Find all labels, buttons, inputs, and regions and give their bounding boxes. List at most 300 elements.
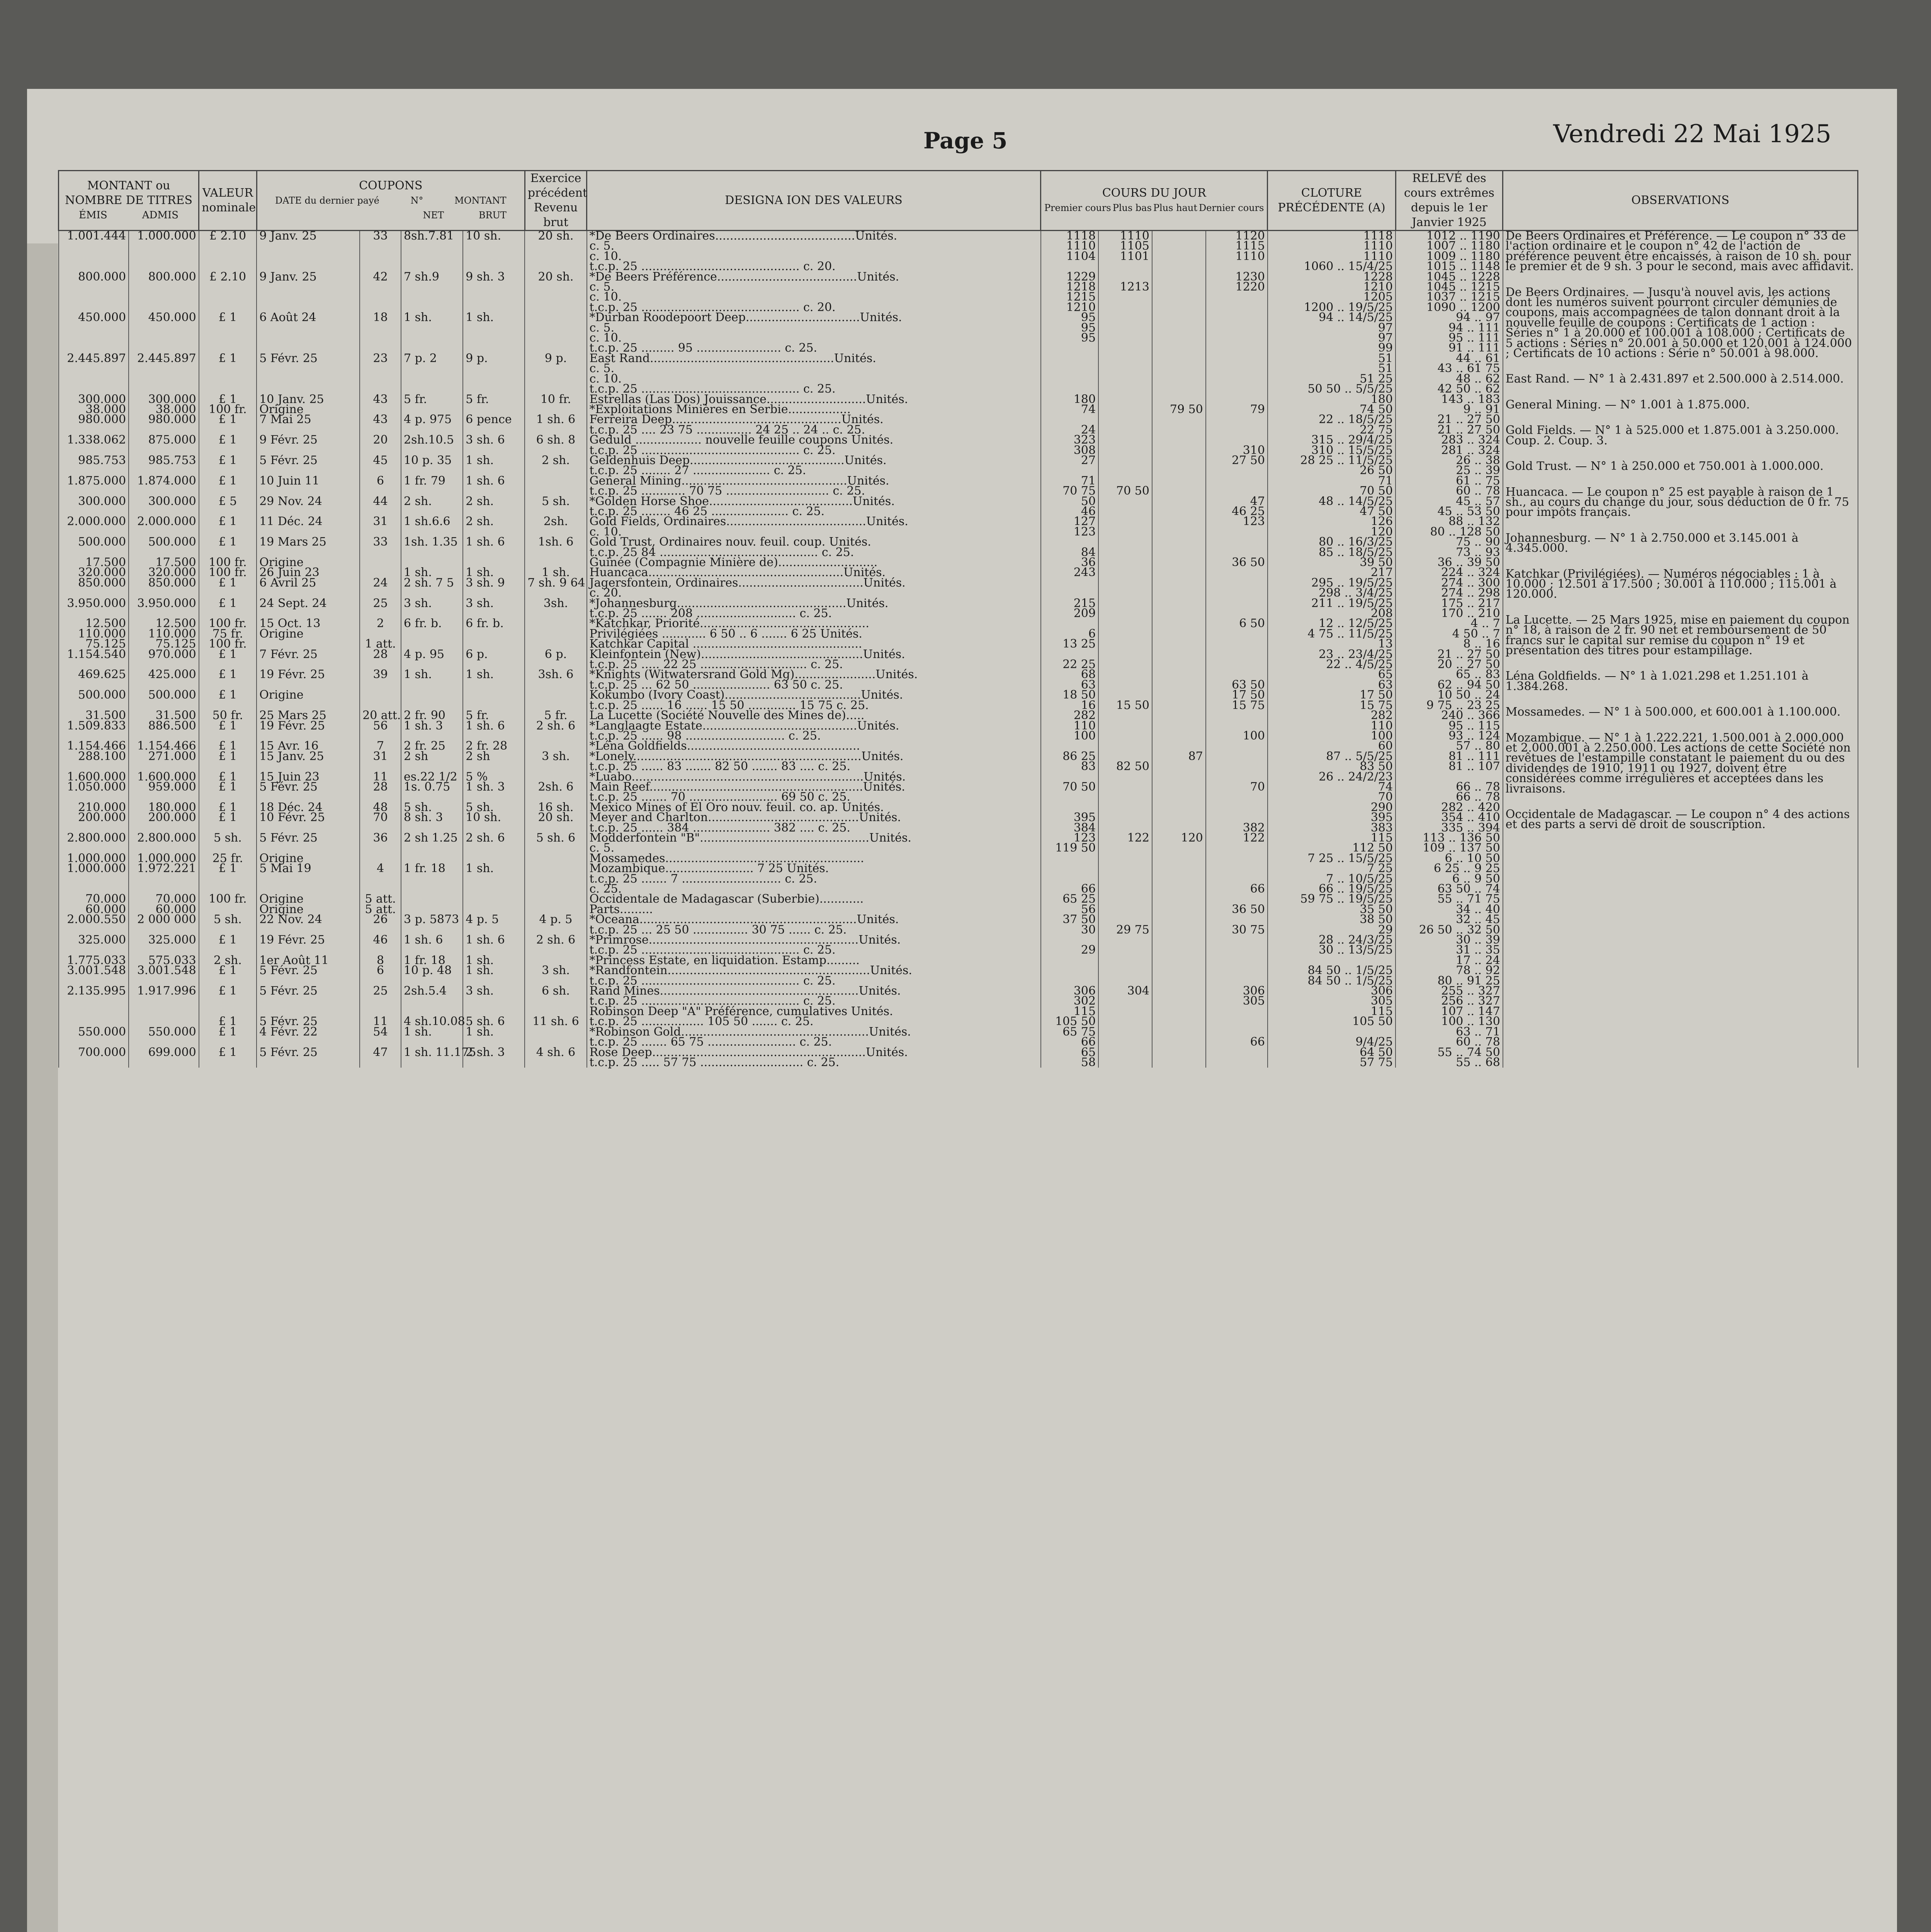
- cell-no: 7: [360, 741, 401, 751]
- cell-p1: 1210: [1041, 303, 1099, 313]
- cell-cl: 38 50: [1268, 915, 1396, 925]
- cell-no: 43: [360, 415, 401, 425]
- cell-desig: East Rand..................................................Unités.: [587, 354, 1041, 364]
- cell-rev: [525, 945, 586, 955]
- cell-emis: 500.000: [59, 537, 129, 547]
- cell-desig: t.c.p. 25 ....... 70 ........................ 69 50 c. 25.: [587, 792, 1041, 802]
- cell-rel: 48 .. 62: [1396, 374, 1503, 384]
- cell-rev: 16 sh.: [525, 803, 586, 813]
- cell-rel: 75 .. 90: [1396, 537, 1503, 547]
- observations-column: [1503, 231, 1858, 1068]
- cell-pb: [1098, 558, 1152, 568]
- cell-brut: [463, 548, 525, 558]
- cell-pd: [1206, 1007, 1268, 1017]
- cell-brut: 1 sh.: [463, 568, 525, 578]
- cell-admis: 325.000: [129, 935, 199, 945]
- cell-pb: [1098, 905, 1152, 915]
- cell-cl: 290: [1268, 803, 1396, 813]
- cell-pd: 305: [1206, 996, 1268, 1006]
- cell-rel: 9 .. 91: [1396, 405, 1503, 415]
- cell-cl: 66 .. 19/5/25: [1268, 884, 1396, 894]
- cell-rel: 224 .. 324: [1396, 568, 1503, 578]
- cell-rev: 2 sh. 6: [525, 935, 586, 945]
- cell-date: [257, 374, 360, 384]
- cell-rev: [525, 731, 586, 741]
- cell-pb: 70 50: [1098, 486, 1152, 496]
- cell-valeur: 50 fr.: [199, 711, 257, 721]
- cell-desig: Geduld .................. nouvelle feuille coupons Unités.: [587, 435, 1041, 445]
- cell-emis: 38.000: [59, 405, 129, 415]
- cell-no: [360, 874, 401, 884]
- cell-pb: [1098, 874, 1152, 884]
- cell-admis: 180.000: [129, 803, 199, 813]
- cell-rel: 256 .. 327: [1396, 996, 1503, 1006]
- cell-net: [401, 548, 463, 558]
- cell-net: 2sh.5.4: [401, 986, 463, 996]
- cell-rev: [525, 894, 586, 904]
- cell-cl: 65: [1268, 670, 1396, 680]
- cell-cl: 70: [1268, 792, 1396, 802]
- cell-cl: 30 .. 13/5/25: [1268, 945, 1396, 955]
- cell-admis: 1.600.000: [129, 772, 199, 782]
- cell-rel: 4 50 .. 7: [1396, 629, 1503, 639]
- cell-desig: *Langlaagte Estate..........................................Unités.: [587, 721, 1041, 731]
- cell-net: [401, 884, 463, 894]
- cell-emis: 2.445.897: [59, 354, 129, 364]
- cell-ph: [1152, 486, 1206, 496]
- cell-p1: 56: [1041, 905, 1099, 915]
- cell-brut: 4 p. 5: [463, 915, 525, 925]
- cell-valeur: [199, 874, 257, 884]
- cell-net: 10 p. 48: [401, 966, 463, 976]
- cell-rel: 45 .. 57: [1396, 497, 1503, 507]
- cell-pd: 1115: [1206, 241, 1268, 251]
- cell-brut: 1 sh. 3: [463, 782, 525, 792]
- cell-valeur: £ 1: [199, 313, 257, 323]
- cell-no: 11: [360, 1017, 401, 1027]
- cell-cl: 85 .. 18/5/25: [1268, 548, 1396, 558]
- cell-no: 20: [360, 435, 401, 445]
- cell-no: [360, 364, 401, 374]
- cell-admis: [129, 1058, 199, 1068]
- cell-admis: 970.000: [129, 650, 199, 660]
- cell-valeur: £ 1: [199, 1027, 257, 1037]
- observation-note: Gold Trust. — N° 1 à 250.000 et 750.001 à 1.000.000.: [1505, 459, 1824, 473]
- cell-rev: [525, 466, 586, 476]
- cell-p1: 119 50: [1041, 843, 1099, 853]
- cell-no: 31: [360, 752, 401, 762]
- cell-emis: [59, 874, 129, 884]
- cell-pb: [1098, 650, 1152, 660]
- cell-net: [401, 241, 463, 251]
- cell-valeur: £ 1: [199, 966, 257, 976]
- cell-date: 6 Août 24: [257, 313, 360, 323]
- cell-valeur: £ 1: [199, 986, 257, 996]
- header-designation: DESIGNA ION DES VALEURS: [587, 171, 1041, 231]
- cell-pd: [1206, 639, 1268, 649]
- cell-ph: [1152, 609, 1206, 619]
- cell-desig: t.c.p. 25 ......... 95 ....................... c. 25.: [587, 343, 1041, 353]
- cell-net: 7 p. 2: [401, 354, 463, 364]
- cell-ph: [1152, 772, 1206, 782]
- cell-net: 2 sh.: [401, 497, 463, 507]
- cell-p1: 1218: [1041, 282, 1099, 292]
- cell-rev: 20 sh.: [525, 231, 586, 242]
- cell-rev: [525, 874, 586, 884]
- cell-pd: [1206, 527, 1268, 537]
- cell-rev: 20 sh.: [525, 813, 586, 823]
- cell-admis: 2.800.000: [129, 833, 199, 843]
- cell-date: 5 Févr. 25: [257, 456, 360, 466]
- cell-date: Origine: [257, 629, 360, 639]
- cell-p1: 105 50: [1041, 1017, 1099, 1027]
- cell-rel: 63 .. 71: [1396, 1027, 1503, 1037]
- cell-net: 3 p. 5873: [401, 915, 463, 925]
- cell-p1: [1041, 578, 1099, 588]
- cell-cl: 115: [1268, 833, 1396, 843]
- cell-date: 18 Déc. 24: [257, 803, 360, 813]
- cell-desig: *Luabo...............................................................Unités.: [587, 772, 1041, 782]
- cell-ph: [1152, 1048, 1206, 1058]
- cell-rev: [525, 476, 586, 486]
- cell-p1: 65 75: [1041, 1027, 1099, 1037]
- cell-desig: *Oceana...........................................................Unités.: [587, 915, 1041, 925]
- cell-pd: [1206, 364, 1268, 374]
- cell-ph: [1152, 843, 1206, 853]
- cell-pb: [1098, 772, 1152, 782]
- cell-net: 4 sh.10.08: [401, 1017, 463, 1027]
- cell-net: 1 sh.6.6: [401, 517, 463, 527]
- cell-pd: 1120: [1206, 231, 1268, 242]
- cell-rel: 95 .. 115: [1396, 721, 1503, 731]
- cell-pd: [1206, 945, 1268, 955]
- cell-admis: 300.000: [129, 497, 199, 507]
- cell-rel: 95 .. 111: [1396, 333, 1503, 343]
- cell-date: Origine: [257, 690, 360, 700]
- cell-no: [360, 843, 401, 853]
- cell-rel: 66 .. 78: [1396, 792, 1503, 802]
- cell-desig: Robinson Deep "A" Préférence, cumulatives Unités.: [587, 1007, 1041, 1017]
- cell-pb: [1098, 629, 1152, 639]
- cell-admis: 500.000: [129, 537, 199, 547]
- cell-ph: [1152, 435, 1206, 445]
- cell-rel: 107 .. 147: [1396, 1007, 1503, 1017]
- cell-desig: c. 10.: [587, 292, 1041, 302]
- cell-date: 10 Févr. 25: [257, 813, 360, 823]
- cell-desig: t.c.p. 25 ........................................... c. 20.: [587, 262, 1041, 272]
- cell-no: 1 att.: [360, 639, 401, 649]
- cell-valeur: £ 1: [199, 415, 257, 425]
- cell-desig: c. 10.: [587, 374, 1041, 384]
- cell-rev: 3sh.: [525, 599, 586, 609]
- cell-rel: 1015 .. 1148: [1396, 262, 1503, 272]
- cell-ph: [1152, 548, 1206, 558]
- cell-admis: 1.917.996: [129, 986, 199, 996]
- cell-ph: [1152, 262, 1206, 272]
- cell-pd: 1110: [1206, 252, 1268, 262]
- cell-pb: [1098, 731, 1152, 741]
- cell-pd: [1206, 792, 1268, 802]
- cell-rel: 81 .. 107: [1396, 762, 1503, 772]
- cell-p1: 84: [1041, 548, 1099, 558]
- observation-note: East Rand. — N° 1 à 2.431.897 et 2.500.000 à 2.514.000.: [1505, 372, 1844, 386]
- cell-cl: 26 50: [1268, 466, 1396, 476]
- cell-valeur: 5 sh.: [199, 833, 257, 843]
- cell-cl: 12 .. 12/5/25: [1268, 619, 1396, 629]
- cell-emis: [59, 1007, 129, 1017]
- cell-rev: 1 sh.: [525, 568, 586, 578]
- cell-pb: [1098, 415, 1152, 425]
- cell-cl: 126: [1268, 517, 1396, 527]
- cell-desig: t.c.p. 25 ...... 98 ........................... c. 25.: [587, 731, 1041, 741]
- cell-ph: [1152, 568, 1206, 578]
- cell-date: [257, 282, 360, 292]
- cell-no: 26: [360, 915, 401, 925]
- cell-cl: 120: [1268, 527, 1396, 537]
- cell-ph: [1152, 792, 1206, 802]
- cell-pd: [1206, 384, 1268, 394]
- cell-ph: [1152, 292, 1206, 302]
- table-body: [59, 231, 1858, 1068]
- cell-net: 1 sh.: [401, 313, 463, 323]
- cell-net: 1 sh. 11.175: [401, 1048, 463, 1058]
- cell-cl: 26 .. 24/2/23: [1268, 772, 1396, 782]
- cell-rev: 6 sh.: [525, 986, 586, 996]
- cell-pb: [1098, 945, 1152, 955]
- cell-cl: 310 .. 15/5/25: [1268, 446, 1396, 456]
- cell-brut: 3 sh. 9: [463, 578, 525, 588]
- cell-desig: *Katchkar, Priorité..............................................: [587, 619, 1041, 629]
- cell-cl: 64 50: [1268, 1048, 1396, 1058]
- cell-pb: [1098, 262, 1152, 272]
- cell-p1: 100: [1041, 731, 1099, 741]
- cell-pb: [1098, 374, 1152, 384]
- cell-cl: 50 50 .. 5/5/25: [1268, 384, 1396, 394]
- header-cloture: CLOTURE PRÉCÉDENTE (A): [1268, 171, 1396, 231]
- cell-desig: t.c.p. 25 ...... 83 ....... 82 50 ....... 83 .... c. 25.: [587, 762, 1041, 772]
- cell-cl: 51: [1268, 354, 1396, 364]
- cell-date: [257, 292, 360, 302]
- cell-pd: [1206, 935, 1268, 945]
- cell-admis: 3.950.000: [129, 599, 199, 609]
- cell-pd: 36 50: [1206, 558, 1268, 568]
- cell-cl: 217: [1268, 568, 1396, 578]
- cell-pb: [1098, 1048, 1152, 1058]
- cell-rel: 255 .. 327: [1396, 986, 1503, 996]
- cell-ph: [1152, 690, 1206, 700]
- cell-desig: c. 5.: [587, 323, 1041, 333]
- cell-cl: 28 .. 24/3/25: [1268, 935, 1396, 945]
- cell-net: 1 sh.: [401, 1027, 463, 1037]
- cell-no: 8: [360, 956, 401, 966]
- cell-desig: t.c.p. 25 ........ 27 ..................... c. 25.: [587, 466, 1041, 476]
- cell-net: 2sh.10.5: [401, 435, 463, 445]
- cell-rel: 1012 .. 1190: [1396, 231, 1503, 242]
- cell-no: [360, 558, 401, 568]
- cell-pb: [1098, 303, 1152, 313]
- cell-emis: 3.950.000: [59, 599, 129, 609]
- header-releve: RELEVÉ des cours extrêmes depuis le 1er Janvier 1925: [1396, 171, 1503, 231]
- cell-ph: [1152, 1058, 1206, 1068]
- cell-rev: [525, 629, 586, 639]
- cell-pb: [1098, 782, 1152, 792]
- cell-rel: 100 .. 130: [1396, 1017, 1503, 1027]
- cell-desig: t.c.p. 25 ....... 7 ........................... c. 25.: [587, 874, 1041, 884]
- cell-brut: 1 sh.: [463, 864, 525, 874]
- cell-no: [360, 323, 401, 333]
- cell-desig: t.c.p. 25 ........................................... c. 25.: [587, 945, 1041, 955]
- cell-pd: 382: [1206, 823, 1268, 833]
- cell-cl: 1118: [1268, 231, 1396, 242]
- cell-cl: 1200 .. 19/5/25: [1268, 303, 1396, 313]
- cell-pd: 1230: [1206, 272, 1268, 282]
- cell-pb: [1098, 721, 1152, 731]
- cell-rel: 60 .. 78: [1396, 486, 1503, 496]
- cell-rel: 73 .. 93: [1396, 548, 1503, 558]
- cell-desig: *Léna Goldfields...............................................: [587, 741, 1041, 751]
- cell-cl: 22 .. 4/5/25: [1268, 660, 1396, 670]
- cell-emis: 1.875.000: [59, 476, 129, 486]
- cell-pd: 63 50: [1206, 680, 1268, 690]
- cell-valeur: 2 sh.: [199, 956, 257, 966]
- cell-rel: 31 .. 35: [1396, 945, 1503, 955]
- issue-date: Vendredi 22 Mai 1925: [1553, 120, 1831, 148]
- cell-valeur: £ 1: [199, 935, 257, 945]
- cell-rel: 36 .. 39 50: [1396, 558, 1503, 568]
- cell-emis: 300.000: [59, 395, 129, 405]
- cell-ph: [1152, 497, 1206, 507]
- cell-net: 3 sh.: [401, 599, 463, 609]
- cell-net: 2 fr. 90: [401, 711, 463, 721]
- cell-rev: [525, 374, 586, 384]
- cell-net: [401, 1058, 463, 1068]
- cell-emis: 1.338.062: [59, 435, 129, 445]
- cell-ph: [1152, 721, 1206, 731]
- cell-emis: 469.625: [59, 670, 129, 680]
- cell-date: 5 Févr. 25: [257, 354, 360, 364]
- cell-ph: [1152, 384, 1206, 394]
- cell-date: [257, 1058, 360, 1068]
- cell-p1: 215: [1041, 599, 1099, 609]
- cell-admis: 2.445.897: [129, 354, 199, 364]
- cell-brut: 1 sh. 6: [463, 935, 525, 945]
- cell-admis: 2 000 000: [129, 915, 199, 925]
- cell-desig: Privilégiées ............ 6 50 .. 6 ....... 6 25 Unités.: [587, 629, 1041, 639]
- cell-p1: 70 50: [1041, 782, 1099, 792]
- cell-pd: [1206, 476, 1268, 486]
- cell-brut: 3 sh. 6: [463, 435, 525, 445]
- cell-rel: 25 .. 39: [1396, 466, 1503, 476]
- cell-brut: 5 %: [463, 772, 525, 782]
- cell-pb: [1098, 966, 1152, 976]
- cell-emis: 300.000: [59, 497, 129, 507]
- cell-pb: [1098, 854, 1152, 864]
- cell-ph: [1152, 527, 1206, 537]
- cell-pd: [1206, 343, 1268, 353]
- cell-rel: 55 .. 68: [1396, 1058, 1503, 1068]
- cell-rev: 5 fr.: [525, 711, 586, 721]
- cell-cl: 83 50: [1268, 762, 1396, 772]
- cell-rev: [525, 323, 586, 333]
- cell-p1: 66: [1041, 884, 1099, 894]
- cell-rev: [525, 680, 586, 690]
- cell-ph: [1152, 252, 1206, 262]
- observation-note: Gold Fields. — N° 1 à 525.000 et 1.875.001 à 3.250.000. Coup. 2. Coup. 3.: [1505, 423, 1839, 447]
- cell-desig: t.c.p. 25 ........................................... c. 20.: [587, 303, 1041, 313]
- cell-no: 47: [360, 1048, 401, 1058]
- cell-pb: [1098, 956, 1152, 966]
- cell-brut: 9 sh. 3: [463, 272, 525, 282]
- header-coupons: COUPONS DATE du dernier payé N° MONTANT NET BRUT: [257, 171, 525, 231]
- cell-ph: [1152, 986, 1206, 996]
- cell-no: [360, 374, 401, 384]
- cell-date: 25 Mars 25: [257, 711, 360, 721]
- cell-pb: [1098, 1017, 1152, 1027]
- cell-desig: t.c.p. 25 ...... 16 ...... 15 50 ............. 15 75 c. 25.: [587, 701, 1041, 711]
- cell-ph: [1152, 956, 1206, 966]
- cell-no: 56: [360, 721, 401, 731]
- cell-p1: 83: [1041, 762, 1099, 772]
- cell-pd: 46 25: [1206, 507, 1268, 517]
- cell-desig: Rose Deep..........................................................Unités.: [587, 1048, 1041, 1058]
- cell-net: 1sh. 1.35: [401, 537, 463, 547]
- cell-emis: 700.000: [59, 1048, 129, 1058]
- cell-valeur: £ 1: [199, 456, 257, 466]
- cell-pb: 1213: [1098, 282, 1152, 292]
- cell-rel: 20 .. 27 50: [1396, 660, 1503, 670]
- cell-p1: 127: [1041, 517, 1099, 527]
- cell-p1: 243: [1041, 568, 1099, 578]
- cell-date: 5 Févr. 25: [257, 782, 360, 792]
- cell-pd: 30 75: [1206, 925, 1268, 935]
- cell-net: 8sh.7.81: [401, 231, 463, 242]
- cell-p1: [1041, 364, 1099, 374]
- cell-rev: [525, 1027, 586, 1037]
- cell-date: 29 Nov. 24: [257, 497, 360, 507]
- cell-desig: Huancaca.....................................................Unités.: [587, 568, 1041, 578]
- cell-desig: Katchkar Capital ..............................................: [587, 639, 1041, 649]
- cell-admis: 500.000: [129, 690, 199, 700]
- cell-pd: 66: [1206, 884, 1268, 894]
- cell-cl: 9/4/25: [1268, 1037, 1396, 1047]
- cell-emis: 288.100: [59, 752, 129, 762]
- cell-date: 9 Janv. 25: [257, 231, 360, 242]
- cell-ph: [1152, 282, 1206, 292]
- cell-rev: 3 sh.: [525, 966, 586, 976]
- cell-pd: [1206, 803, 1268, 813]
- page-header: [189, 97, 1831, 155]
- cell-ph: [1152, 925, 1206, 935]
- cell-desig: Rand Mines......................................................Unités.: [587, 986, 1041, 996]
- cell-valeur: 100 fr.: [199, 639, 257, 649]
- cell-pb: [1098, 364, 1152, 374]
- cell-pd: [1206, 415, 1268, 425]
- cell-net: 1 sh. 6: [401, 935, 463, 945]
- cell-p1: 302: [1041, 996, 1099, 1006]
- cell-pd: [1206, 537, 1268, 547]
- cell-valeur: [199, 364, 257, 374]
- cell-p1: 86 25: [1041, 752, 1099, 762]
- cell-brut: [463, 894, 525, 904]
- cell-rel: 274 .. 298: [1396, 588, 1503, 598]
- cell-date: 9 Janv. 25: [257, 272, 360, 282]
- cell-rev: [525, 252, 586, 262]
- cell-net: 1 fr. 18: [401, 864, 463, 874]
- cell-brut: [463, 843, 525, 853]
- cell-brut: [463, 292, 525, 302]
- cell-rel: 6 .. 10 50: [1396, 854, 1503, 864]
- cell-valeur: 100 fr.: [199, 568, 257, 578]
